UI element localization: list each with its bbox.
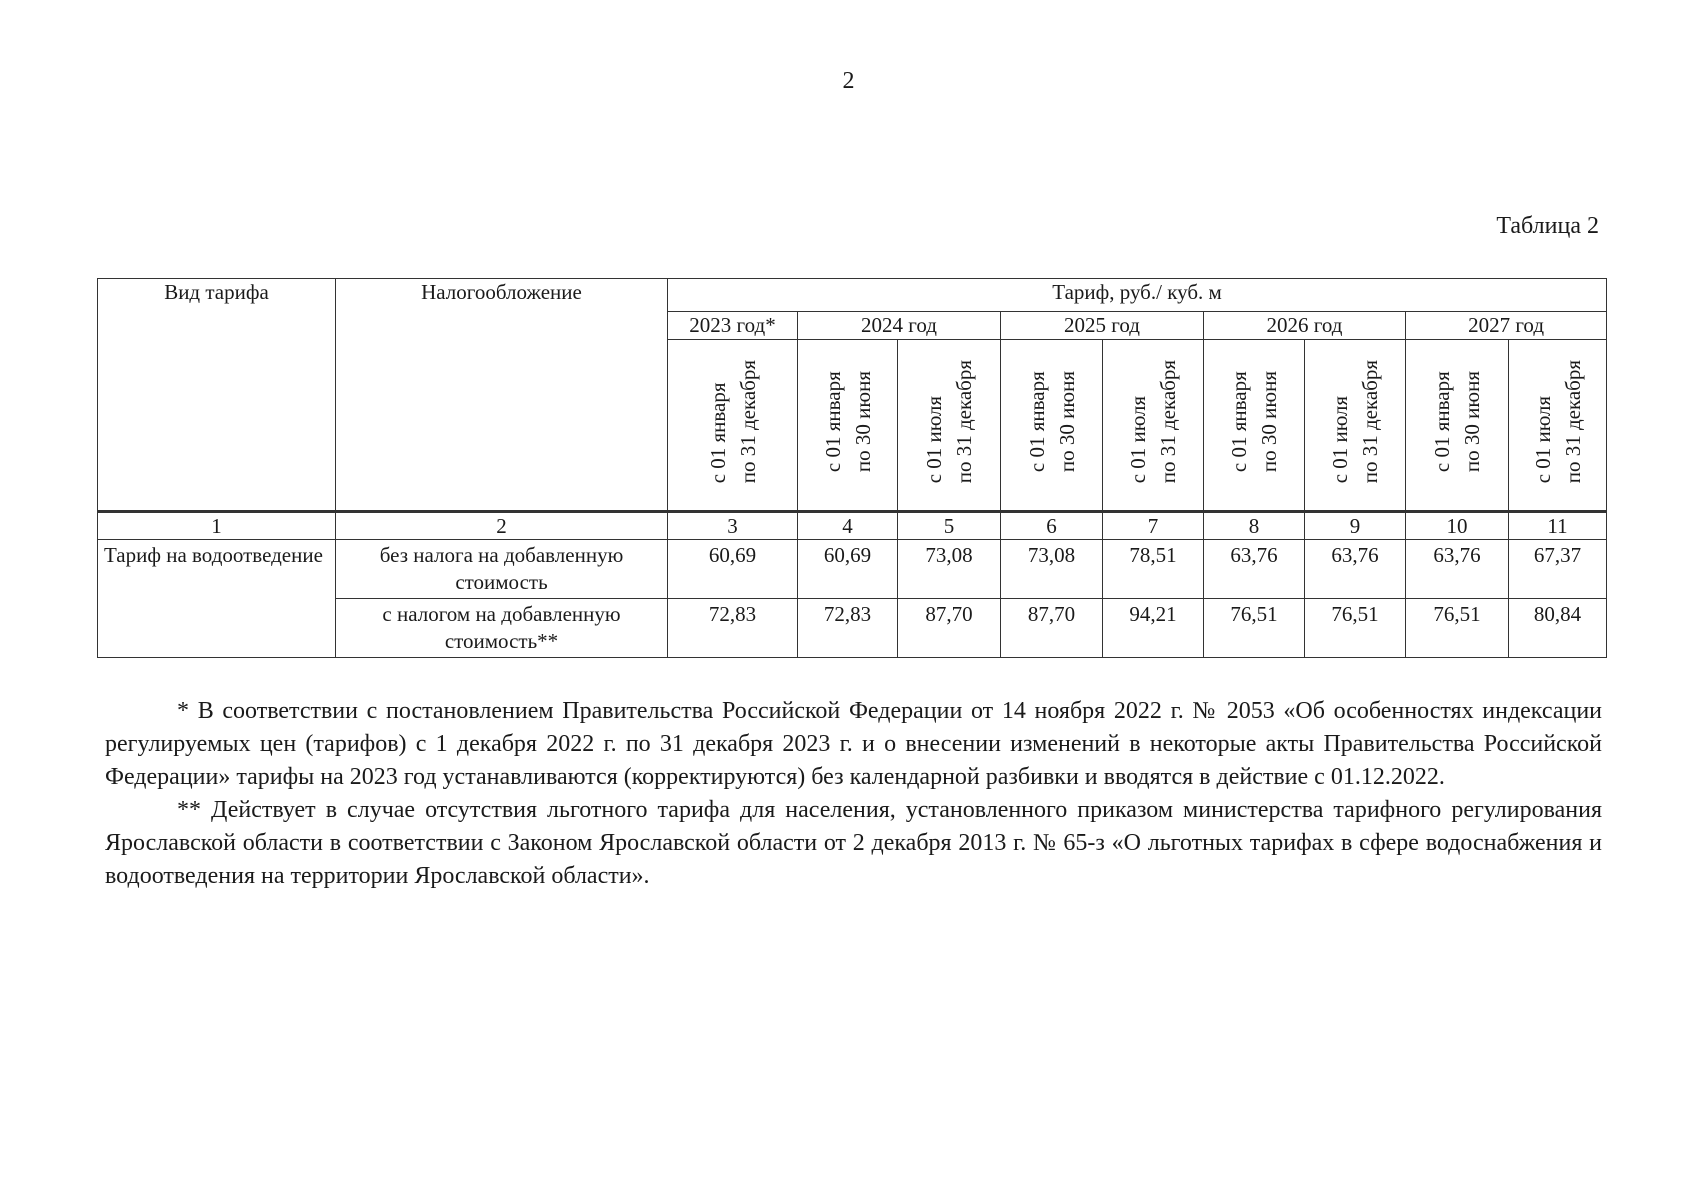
footnote: ** Действует в случае отсутствия льготного тарифа для населения, установленного приказом министерства тарифного регулирования Ярославской области в соответствии с Законом Ярославской области от 2 декабря 2013 г. № 65-з «О льготных тарифах в сфере водоснабжения и водоотведения на территории Ярославской области». (105, 797, 1602, 889)
value-cell: 60,69 (798, 540, 898, 599)
column-number: 1 (98, 512, 336, 540)
header-year: 2023 год* (668, 312, 798, 340)
header-year: 2026 год (1204, 312, 1406, 340)
header-taxation: Налогообложение (336, 279, 668, 512)
value-cell: 87,70 (898, 599, 1001, 658)
header-row-1 (98, 279, 1607, 312)
tax-cell: без налога на добавленную стоимость (336, 540, 668, 599)
value-cell: 73,08 (898, 540, 1001, 599)
column-number: 5 (898, 512, 1001, 540)
header-period: с 01 января по 31 декабря (668, 340, 798, 512)
tariff-type-cell: Тариф на водоотведение (98, 540, 336, 658)
column-number: 8 (1204, 512, 1305, 540)
header-period: с 01 января по 30 июня (1001, 340, 1103, 512)
table-label: Таблица 2 (1496, 213, 1599, 239)
header-tariff-unit: Тариф, руб./ куб. м (668, 279, 1607, 312)
header-period: с 01 января по 30 июня (798, 340, 898, 512)
value-cell: 63,76 (1305, 540, 1406, 599)
header-tariff-type: Вид тарифа (98, 279, 336, 512)
column-number: 7 (1103, 512, 1204, 540)
footnote: * В соответствии с постановлением Правительства Российской Федерации от 14 ноября 2022 г. № 2053 «Об особенностях индексации регулируемых цен (тарифов) с 1 декабря 2022 г. по 31 декабря 2023 г. и о внесении изменений в некоторые акты Правительства Российской Федерации» тарифы на 2023 год устанавливаются (корректируются) без календарной разбивки и вводятся в действие с 01.12.2022. (105, 698, 1602, 790)
header-year: 2027 год (1406, 312, 1607, 340)
value-cell: 63,76 (1406, 540, 1509, 599)
tax-cell: с налогом на добавленную стоимость** (336, 599, 668, 658)
value-cell: 73,08 (1001, 540, 1103, 599)
value-cell: 76,51 (1204, 599, 1305, 658)
column-number: 3 (668, 512, 798, 540)
header-period: с 01 июля по 31 декабря (1509, 340, 1607, 512)
page-number: 2 (842, 68, 855, 94)
header-year: 2025 год (1001, 312, 1204, 340)
value-cell: 72,83 (798, 599, 898, 658)
value-cell: 72,83 (668, 599, 798, 658)
header-period: с 01 января по 30 июня (1406, 340, 1509, 512)
header-year: 2024 год (798, 312, 1001, 340)
header-period: с 01 июля по 31 декабря (1305, 340, 1406, 512)
column-number: 6 (1001, 512, 1103, 540)
footnotes (105, 695, 1602, 893)
value-cell: 76,51 (1305, 599, 1406, 658)
value-cell: 94,21 (1103, 599, 1204, 658)
tariff-table (97, 278, 1607, 658)
value-cell: 67,37 (1509, 540, 1607, 599)
header-period: с 01 июля по 31 декабря (898, 340, 1001, 512)
column-number: 4 (798, 512, 898, 540)
header-period: с 01 июля по 31 декабря (1103, 340, 1204, 512)
value-cell: 80,84 (1509, 599, 1607, 658)
column-number: 9 (1305, 512, 1406, 540)
value-cell: 63,76 (1204, 540, 1305, 599)
header-period: с 01 января по 30 июня (1204, 340, 1305, 512)
value-cell: 60,69 (668, 540, 798, 599)
column-number: 10 (1406, 512, 1509, 540)
table-row (98, 540, 1607, 599)
column-numbers-row (98, 512, 1607, 540)
value-cell: 78,51 (1103, 540, 1204, 599)
column-number: 2 (336, 512, 668, 540)
value-cell: 76,51 (1406, 599, 1509, 658)
value-cell: 87,70 (1001, 599, 1103, 658)
column-number: 11 (1509, 512, 1607, 540)
